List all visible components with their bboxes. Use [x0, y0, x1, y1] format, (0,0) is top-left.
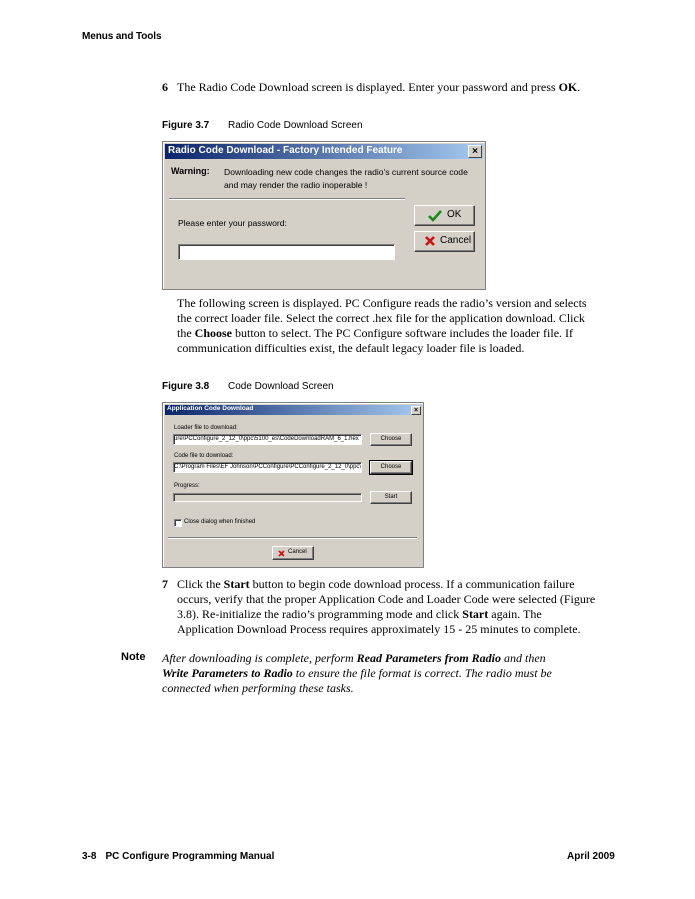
dialog2-title: Application Code Download	[167, 405, 254, 412]
warning-message: Downloading new code changes the radio's current source code and may render the radio inoperable !	[224, 167, 468, 190]
cancel-button[interactable]	[272, 546, 314, 560]
code-choose-button[interactable]: Choose	[370, 461, 412, 474]
loader-label: Loader file to download:	[174, 425, 238, 431]
password-input[interactable]	[178, 244, 395, 260]
progress-bar	[173, 493, 362, 502]
progress-label: Progress:	[174, 483, 200, 489]
divider	[168, 537, 417, 539]
dialog-title: Radio Code Download - Factory Intended Feature	[168, 145, 403, 156]
ok-button[interactable]	[414, 205, 475, 226]
radio-code-download-dialog	[162, 141, 486, 290]
footer-date: April 2009	[567, 851, 615, 862]
choose-paragraph: The following screen is displayed. PC Configure reads the radio’s version and selects the correct loader file. Select the correct .hex file for the application download. Click the Choose button to select. The PC Configure software includes the loader file. If communication difficulties exist, the default legacy loader file is loaded.	[177, 296, 587, 355]
x-icon	[424, 235, 436, 247]
x-icon	[278, 550, 285, 557]
ok-label: OK	[447, 209, 462, 220]
warning-label: Warning:	[171, 166, 210, 176]
step6-text: The Radio Code Download screen is displayed. Enter your password and press OK.	[177, 80, 581, 94]
check-icon	[428, 209, 442, 222]
loader-choose-button[interactable]: Choose	[370, 433, 412, 446]
loader-file-input[interactable]: ure\PCConfigure_2_12_0\ppc\5100_es\CodeDownloadRAM_6_1.hex	[173, 434, 362, 445]
figure-caption-3-7: Figure 3.7 Radio Code Download Screen	[162, 120, 363, 131]
divider	[169, 198, 405, 200]
running-header: Menus and Tools	[82, 31, 162, 42]
dialog2-title-bar	[165, 405, 421, 415]
code-file-input[interactable]: C:\Program Files\EF Johnson\PCConfigure\PCConfigure_2_12_0\ppc\	[173, 462, 362, 473]
close-dialog-checkbox[interactable]	[174, 519, 182, 527]
figure-caption-3-8: Figure 3.8 Code Download Screen	[162, 381, 334, 392]
cancel-label: Cancel	[440, 235, 472, 246]
step-number-7: 7	[162, 577, 168, 591]
code-label: Code file to download:	[174, 453, 234, 459]
cancel-label: Cancel	[288, 549, 307, 555]
close-icon[interactable]: ×	[468, 145, 482, 158]
note-label: Note	[121, 651, 146, 663]
checkbox-label: Close dialog when finished	[184, 519, 256, 525]
password-label: Please enter your password:	[178, 218, 287, 228]
cancel-button[interactable]	[414, 231, 475, 252]
application-code-download-dialog	[162, 402, 424, 568]
start-button[interactable]: Start	[370, 491, 412, 504]
dialog-title-bar	[165, 144, 483, 159]
step7-text: Click the Start button to begin code download process. If a communication failure occurs, verify that the proper Application Code and Loader Code were selected (Figure 3.8). Re-initialize the radio’s programming mode and click Start again. The Application Download Process requires approximately 15 - 25 minutes to complete.	[177, 577, 596, 636]
close-icon[interactable]: ×	[411, 406, 421, 415]
footer-left: 3-8 PC Configure Programming Manual	[82, 851, 275, 862]
note-text: After downloading is complete, perform Read Parameters from Radio and then Write Parameters to Radio to ensure the file format is correct. The radio must be connected when performing these tasks.	[162, 651, 552, 695]
step-number-6: 6	[162, 80, 168, 94]
